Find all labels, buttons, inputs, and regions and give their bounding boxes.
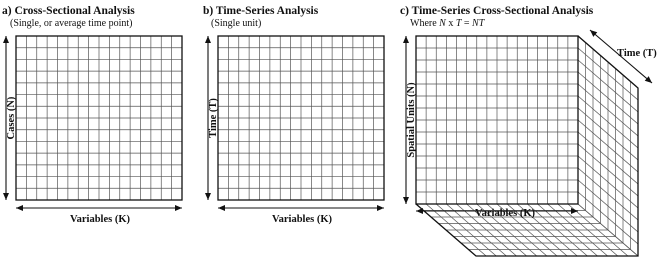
- panel-b-subtitle: (Single unit): [211, 18, 262, 29]
- panel-c-vertical-label: Spatial Units (N): [406, 82, 417, 158]
- panel-b-horizontal-label: Variables (K): [272, 214, 332, 225]
- panel-b-vertical-label: Time (T): [208, 98, 219, 138]
- panel-b: [203, 5, 384, 225]
- panel-c-subtitle: Where N x T = NT: [410, 18, 485, 29]
- panel-a: [2, 5, 182, 225]
- panel-c: [400, 5, 657, 256]
- panel-a-subtitle: (Single, or average time point): [10, 18, 133, 29]
- panel-a-grid: [16, 36, 182, 200]
- panel-c-depth-label: Time (T): [617, 48, 657, 59]
- panel-a-vertical-label: Cases (N): [6, 96, 17, 140]
- panel-a-title: a) Cross-Sectional Analysis: [2, 5, 135, 17]
- panel-a-horizontal-label: Variables (K): [70, 214, 130, 225]
- panel-c-title: c) Time-Series Cross-Sectional Analysis: [400, 5, 594, 17]
- panel-c-cube-outline: [416, 36, 638, 256]
- panel-c-cube-grid: [416, 36, 638, 256]
- panel-b-grid: [218, 36, 384, 200]
- panel-b-title: b) Time-Series Analysis: [203, 5, 319, 17]
- panel-c-horizontal-label: Variables (K): [475, 208, 535, 219]
